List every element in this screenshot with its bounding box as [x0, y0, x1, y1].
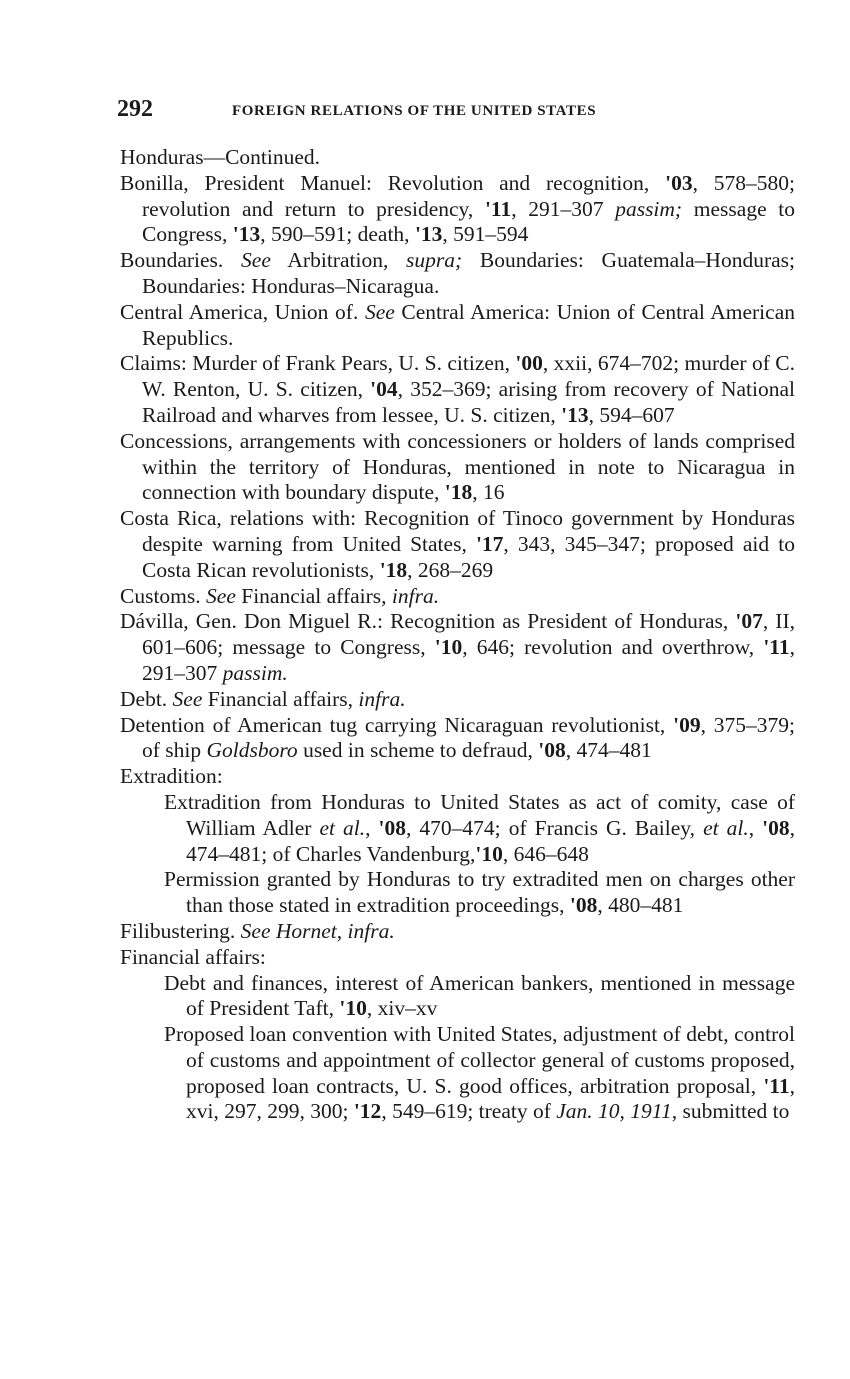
entry-text: Honduras—Continued.: [120, 145, 321, 169]
year-ref: '13: [561, 402, 589, 427]
index-entry: [120, 609, 795, 686]
year-ref: '00: [515, 351, 543, 376]
year-ref: '18: [379, 557, 408, 582]
year-ref: '09: [673, 712, 701, 737]
entry-text: , 16: [472, 480, 505, 505]
year-ref: '03: [665, 170, 693, 195]
italic-ref: See Hornet, infra.: [240, 918, 395, 943]
index-entry: [120, 971, 795, 1023]
entry-text: Debt and finances, interest of American bankers, mentioned in message of President Taft,: [164, 970, 795, 1021]
entry-text: Filibustering.: [120, 918, 241, 943]
index-heading: [120, 145, 795, 171]
entry-text: , 291–307: [511, 196, 616, 221]
entry-text: Bonilla, President Manuel: Revolution and recognition,: [120, 170, 666, 195]
italic-ref: passim.: [222, 660, 288, 685]
entry-text: , xiv–xv: [366, 996, 438, 1021]
entry-text: , 343, 345–347; proposed aid to Costa Rican revolutionists,: [142, 531, 795, 582]
entry-text: Detention of American tug carrying Nicaraguan revolutionist,: [120, 712, 674, 737]
index-entry: [120, 584, 795, 610]
entry-text: Central America, Union of.: [120, 299, 365, 324]
italic-ref: See: [172, 686, 203, 711]
italic-ref: infra.: [391, 583, 440, 608]
page-number: 292: [117, 96, 153, 122]
year-ref: '11: [763, 635, 790, 660]
italic-ref: Jan. 10, 1911: [556, 1099, 672, 1124]
index-entry: [120, 867, 795, 919]
italic-ref: passim;: [615, 196, 683, 221]
year-ref: '08: [762, 815, 790, 840]
entry-text: Boundaries.: [120, 248, 242, 273]
entry-text: , 591–594: [442, 222, 529, 247]
entry-text: , 474–481; of Charles Vandenburg,: [186, 815, 795, 866]
year-ref: '04: [370, 377, 398, 402]
entry-text: ,: [365, 815, 379, 840]
entry-text: Boundaries: Guatemala–Honduras; Boundaries: Honduras–Nicaragua.: [142, 248, 795, 298]
index-entry: [120, 248, 795, 300]
entry-text: Dávilla, Gen. Don Miguel R.: Recognition as President of Honduras,: [120, 609, 736, 634]
italic-ref: Goldsboro: [206, 738, 298, 763]
year-ref: '13: [232, 222, 261, 247]
index-entry: [120, 506, 795, 583]
entry-text: , 480–481: [597, 893, 684, 918]
year-ref: '10: [475, 841, 503, 866]
entry-text: Concessions, arrangements with concessioners or holders of lands comprised within the territory of Honduras, mentioned in note to Nicaragua in connection with boundary dispute,: [120, 428, 795, 505]
entry-text: , 590–591; death,: [260, 222, 415, 247]
year-ref: '12: [353, 1099, 382, 1124]
entry-text: , II, 601–606; message to Congress,: [142, 609, 795, 660]
entry-text: , 594–607: [588, 402, 675, 427]
index-entry: [120, 351, 795, 428]
index-entry: [120, 919, 795, 945]
year-ref: '17: [475, 531, 504, 556]
year-ref: '11: [763, 1073, 790, 1098]
entry-text: message to Congress,: [142, 196, 796, 247]
entry-text: Proposed loan convention with United States, adjustment of debt, control of customs and appointment of collector general of customs proposed, proposed loan contracts, U. S. good offices, arbitration proposal,: [164, 1022, 795, 1098]
italic-ref: See: [206, 583, 236, 608]
entry-text: Financial affairs:: [120, 944, 266, 969]
index-entry: [120, 790, 795, 867]
index-entry: [120, 1022, 795, 1125]
index-entry: [120, 171, 795, 248]
entry-text: Arbitration,: [270, 248, 407, 273]
entry-text: Extradition from Honduras to United States as act of comity, case of William Adler: [164, 789, 795, 840]
index-entry: [120, 945, 795, 971]
entry-text: , 646; revolution and overthrow,: [462, 635, 764, 660]
entry-text: Financial affairs,: [202, 686, 359, 711]
index-entry: [120, 429, 795, 506]
index-body: [120, 145, 795, 1125]
year-ref: '08: [538, 738, 566, 763]
entry-text: Debt.: [120, 686, 173, 711]
entry-text: , 291–307: [142, 635, 795, 685]
entry-text: , xxii, 674–702; murder of C. W. Renton, U. S. citizen,: [142, 351, 795, 402]
entry-text: Financial affairs,: [235, 583, 392, 608]
year-ref: '08: [378, 815, 407, 840]
entry-text: Costa Rica, relations with: Recognition of Tinoco government by Honduras despite warning from United States,: [120, 506, 795, 556]
entry-text: , 268–269: [407, 557, 494, 582]
italic-ref: et al.: [319, 815, 366, 840]
year-ref: '10: [339, 996, 367, 1021]
entry-text: , 646–648: [502, 841, 589, 866]
index-entry: [120, 713, 795, 765]
entry-text: , 474–481: [565, 738, 652, 763]
italic-ref: infra.: [358, 686, 406, 711]
italic-ref: supra;: [406, 248, 463, 273]
year-ref: '10: [434, 635, 463, 660]
italic-ref: et al.: [703, 815, 749, 840]
italic-ref: See: [241, 248, 271, 273]
entry-text: , 578–580; revolution and return to presidency,: [142, 170, 795, 221]
entry-text: , 549–619; treaty of: [381, 1099, 557, 1124]
entry-text: Extradition:: [120, 764, 223, 789]
italic-ref: See: [364, 299, 395, 324]
index-entry: [120, 764, 795, 790]
entry-text: Permission granted by Honduras to try extradited men on charges other than those stated in extradition proceedings,: [164, 867, 795, 918]
entry-text: Claims: Murder of Frank Pears, U. S. citizen,: [120, 351, 516, 376]
entry-text: used in scheme to defraud,: [297, 738, 539, 763]
entry-text: , 352–369; arising from recovery of National Railroad and wharves from lessee, U. S. citizen,: [142, 377, 795, 427]
entry-text: Customs.: [120, 583, 207, 608]
index-entry: [120, 300, 795, 352]
entry-text: , submitted to: [671, 1099, 790, 1124]
index-entry: [120, 687, 795, 713]
year-ref: '18: [444, 480, 473, 505]
year-ref: '07: [735, 609, 763, 634]
year-ref: '08: [569, 893, 598, 918]
entry-text: , 375–379; of ship: [142, 712, 795, 763]
entry-text: , xvi, 297, 299, 300;: [186, 1073, 795, 1124]
running-head: FOREIGN RELATIONS OF THE UNITED STATES: [232, 103, 597, 119]
year-ref: '11: [484, 196, 512, 221]
year-ref: '13: [414, 222, 443, 247]
entry-text: , 470–474; of Francis G. Bailey,: [406, 815, 704, 840]
entry-text: ,: [748, 815, 763, 840]
entry-text: Central America: Union of Central American Republics.: [142, 299, 795, 350]
